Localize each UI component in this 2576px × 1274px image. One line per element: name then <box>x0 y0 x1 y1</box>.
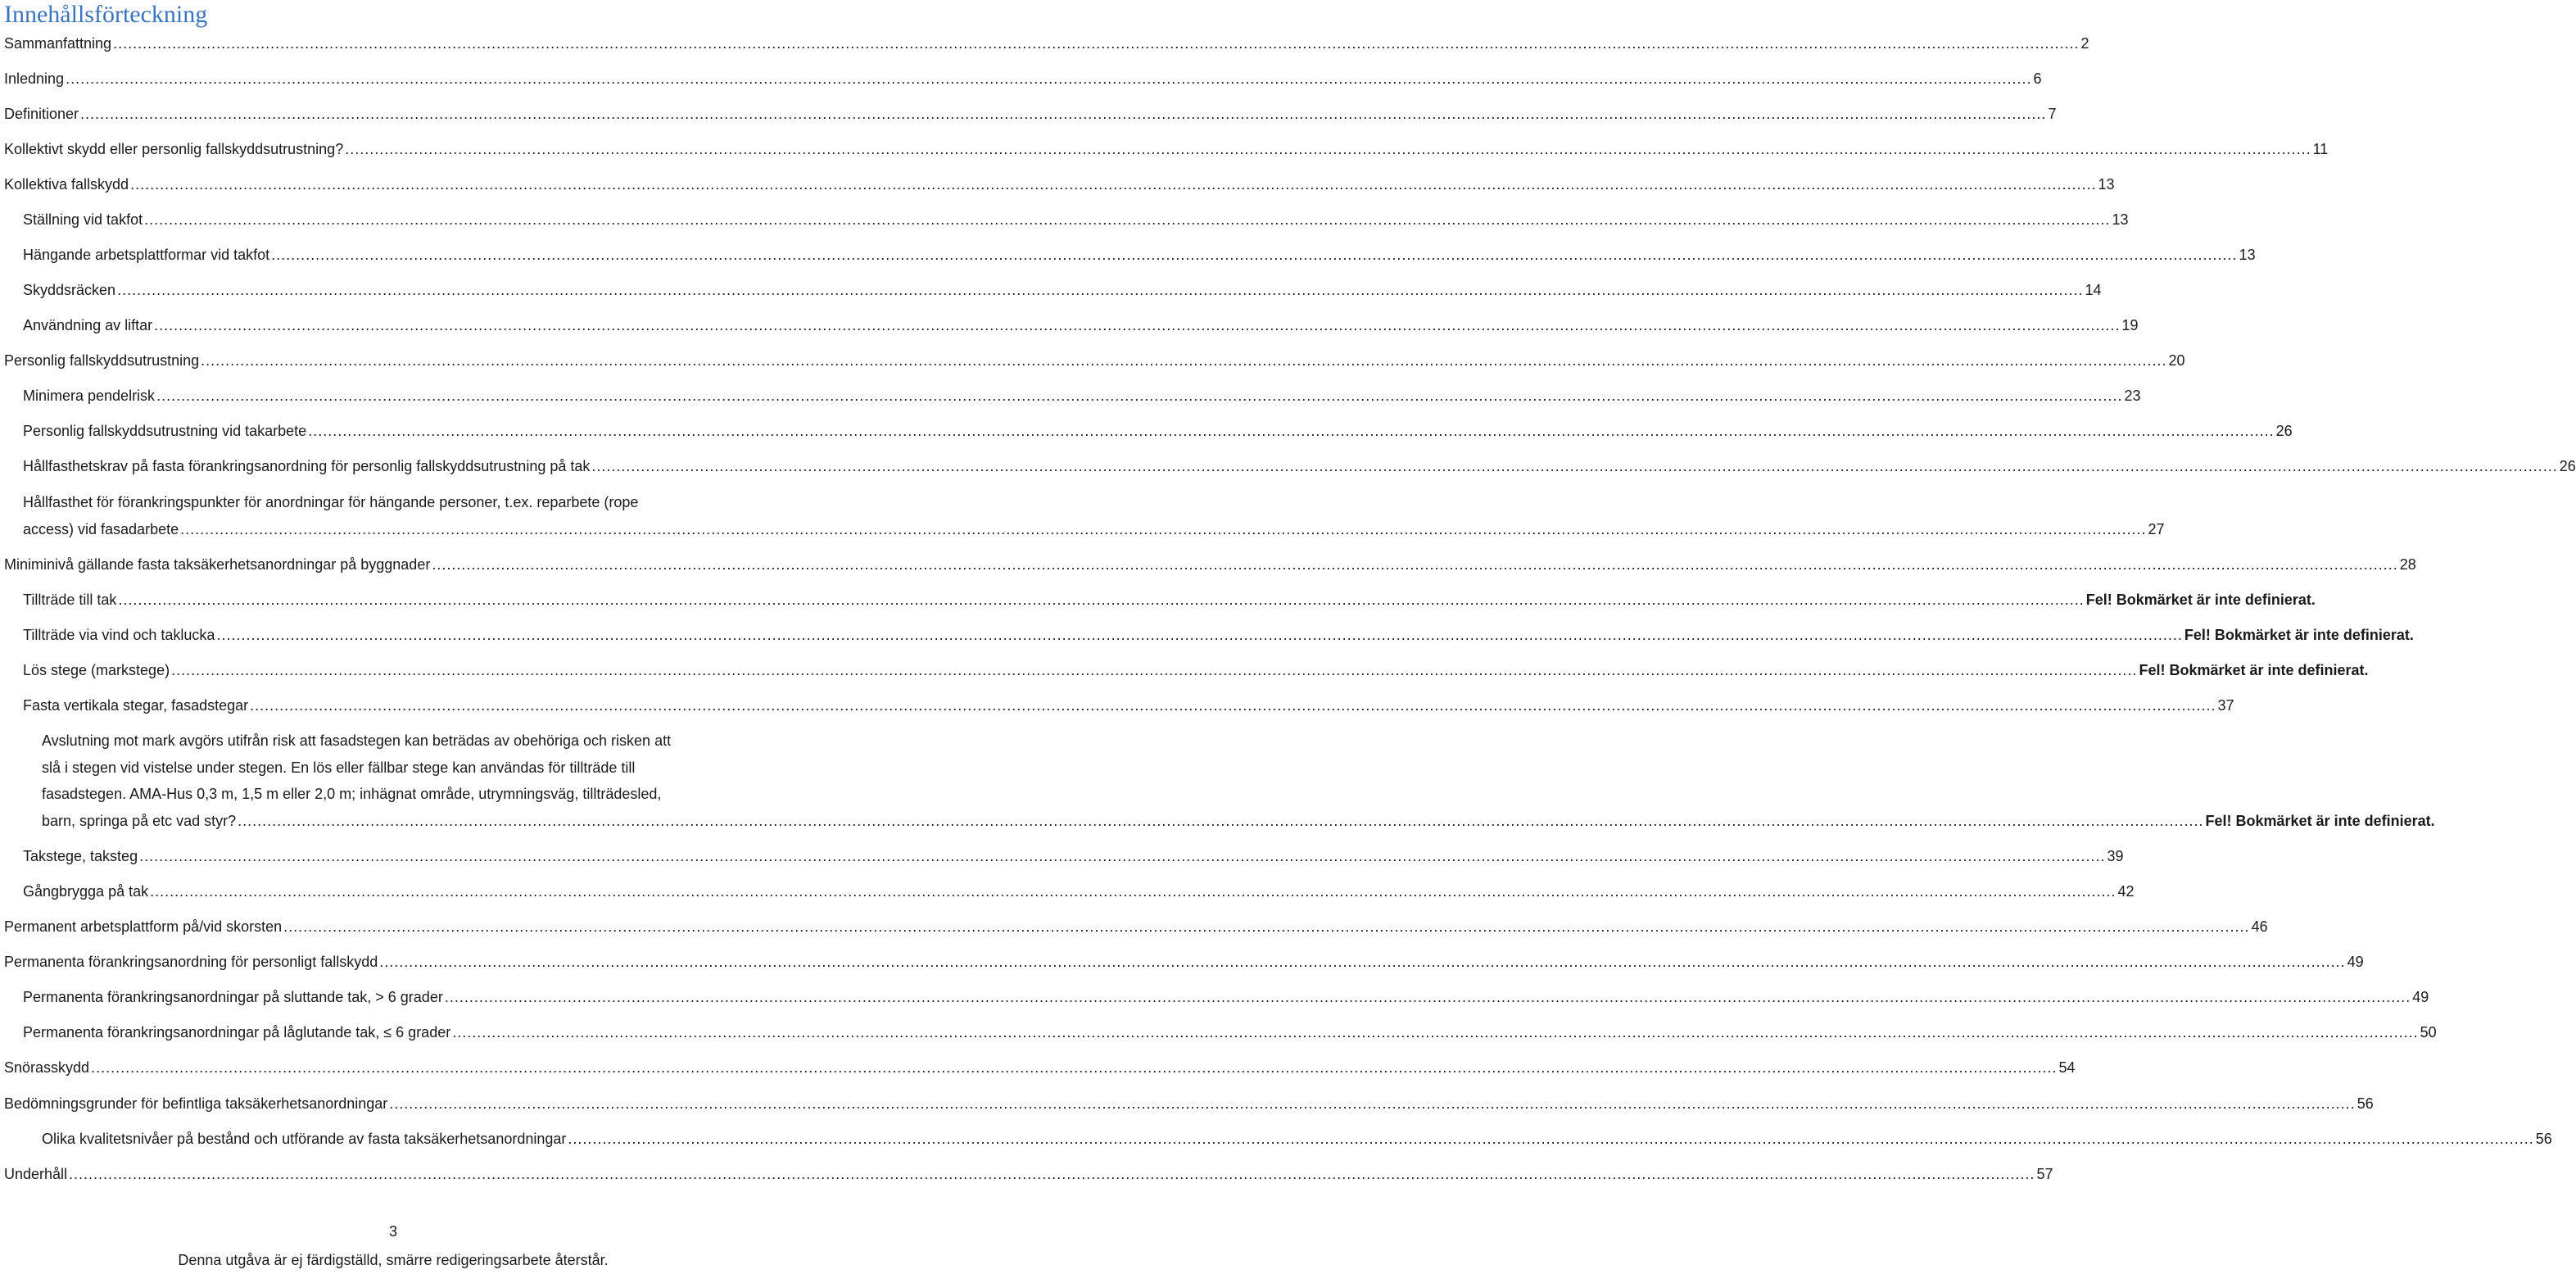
toc-entry-title: Personlig fallskyddsutrustning <box>4 352 200 369</box>
toc-entry-title: Tillträde till tak <box>23 592 117 608</box>
toc-entry[interactable] <box>23 696 2234 715</box>
toc-entry-title: Användning av liftar <box>23 317 153 333</box>
dot-leader: ................................................................................................................................................................................................................................................................................................................................................................................................................ <box>444 989 2411 1005</box>
toc-entry[interactable] <box>23 660 2369 680</box>
toc-entry-page: Fel! Bokmärket är inte definierat. <box>2139 662 2369 678</box>
toc-entry-title: Personlig fallskyddsutrustning vid takarbete <box>23 423 307 439</box>
toc-entry-title: Fasta vertikala stegar, fasadstegar <box>23 697 249 714</box>
toc-entry-title: Permanenta förankringsanordningar på låglutande tak, ≤ 6 grader <box>23 1024 451 1041</box>
toc-entry[interactable] <box>23 315 2139 335</box>
toc-entry[interactable] <box>23 456 2576 476</box>
toc-entry-page: 46 <box>2251 918 2268 935</box>
dot-leader: ................................................................................................................................................................................................................................................................................................................................................................................................................ <box>130 176 2097 193</box>
toc-entry-page: 20 <box>2168 352 2185 369</box>
toc-entry-title: Permanent arbetsplattform på/vid skorsten <box>4 918 283 935</box>
dot-leader: ................................................................................................................................................................................................................................................................................................................................................................................................................ <box>238 813 2204 829</box>
toc-entry-page: 49 <box>2412 989 2429 1005</box>
dot-leader: ................................................................................................................................................................................................................................................................................................................................................................................................................ <box>113 35 2080 52</box>
toc-entry-page: 13 <box>2239 247 2256 263</box>
toc-entry-title: Snörasskydd <box>4 1059 90 1076</box>
dot-leader: ................................................................................................................................................................................................................................................................................................................................................................................................................ <box>452 1024 2419 1041</box>
toc-entry-page: 13 <box>2112 211 2129 228</box>
toc-entry-page: 2 <box>2080 35 2089 52</box>
toc-entry-page: 39 <box>2107 848 2124 864</box>
toc-entry[interactable] <box>4 917 2268 936</box>
toc-entry-page: 26 <box>2275 423 2293 439</box>
dot-leader: ................................................................................................................................................................................................................................................................................................................................................................................................................ <box>91 1059 2058 1076</box>
toc-entry[interactable] <box>23 280 2102 300</box>
toc-entry[interactable] <box>23 846 2124 866</box>
dot-leader: ................................................................................................................................................................................................................................................................................................................................................................................................................ <box>250 697 2216 714</box>
toc-entry[interactable] <box>23 245 2256 265</box>
dot-leader: ................................................................................................................................................................................................................................................................................................................................................................................................................ <box>432 556 2398 573</box>
toc-entry-title: Sammanfattning <box>4 35 112 52</box>
toc-entry-title: Lös stege (markstege) <box>23 662 170 678</box>
toc-entry-title: Hållfasthetskrav på fasta förankringsanordning för personlig fallskyddsutrustning på tak <box>23 458 591 474</box>
toc-entry-page: 14 <box>2085 282 2102 298</box>
dot-leader: ................................................................................................................................................................................................................................................................................................................................................................................................................ <box>216 627 2183 643</box>
toc-entry[interactable] <box>4 69 2042 88</box>
toc-entry[interactable] <box>4 1164 2053 1184</box>
toc-entry[interactable] <box>23 882 2135 901</box>
toc-entry-page: 11 <box>2312 141 2329 157</box>
toc-entry-page: 56 <box>2356 1095 2374 1112</box>
page-number: 3 <box>388 1223 397 1240</box>
toc-entry[interactable] <box>23 625 2414 645</box>
toc-entry[interactable] <box>23 421 2293 441</box>
toc-entry[interactable] <box>23 590 2316 610</box>
toc-entry-title: Kollektiva fallskydd <box>4 176 129 193</box>
toc-entry-page: 54 <box>2058 1059 2076 1076</box>
toc-entry-title: Underhåll <box>4 1166 68 1182</box>
toc-entry-title: Ställning vid takfot <box>23 211 143 228</box>
dot-leader: ................................................................................................................................................................................................................................................................................................................................................................................................................ <box>156 388 2123 404</box>
toc-entry[interactable] <box>4 34 2089 53</box>
toc-entry-page: 19 <box>2121 317 2139 333</box>
toc-entry-page: 13 <box>2098 176 2115 193</box>
toc-entry-title: Permanenta förankringsanordning för personligt fallskydd <box>4 954 378 970</box>
toc-entry-line: Avslutning mot mark avgörs utifrån risk att fasadstegen kan beträdas av obehöriga och risken att <box>42 732 672 749</box>
toc-entry[interactable] <box>23 1022 2437 1042</box>
toc-entry[interactable] <box>23 210 2129 229</box>
toc-entry-title: Hängande arbetsplattformar vid takfot <box>23 247 270 263</box>
dot-leader: ................................................................................................................................................................................................................................................................................................................................................................................................................ <box>150 883 2116 900</box>
dot-leader: ................................................................................................................................................................................................................................................................................................................................................................................................................ <box>118 592 2085 608</box>
toc-entry-title: Tillträde via vind och taklucka <box>23 627 215 643</box>
dot-leader: ................................................................................................................................................................................................................................................................................................................................................................................................................ <box>283 918 2250 935</box>
dot-leader: ................................................................................................................................................................................................................................................................................................................................................................................................................ <box>591 458 2558 474</box>
toc-entry-page: 42 <box>2117 883 2135 900</box>
toc-entry-page: 27 <box>2148 521 2165 537</box>
dot-leader: ................................................................................................................................................................................................................................................................................................................................................................................................................ <box>379 954 2346 970</box>
dot-leader: ................................................................................................................................................................................................................................................................................................................................................................................................................ <box>144 211 2111 228</box>
toc-entry-page: 49 <box>2347 954 2364 970</box>
toc-entry-title: Miniminivå gällande fasta taksäkerhetsanordningar på byggnader <box>4 556 431 573</box>
toc-entry-title: Skyddsräcken <box>23 282 116 298</box>
toc-entry-page: Fel! Bokmärket är inte definierat. <box>2184 627 2414 643</box>
toc-entry[interactable] <box>4 175 2115 194</box>
toc-entry-title: Gångbrygga på tak <box>23 883 149 900</box>
toc-entry[interactable] <box>4 952 2364 972</box>
toc-entry-page: 7 <box>2048 106 2057 122</box>
footer-note: Denna utgåva är ej färdigställd, smärre redigeringsarbete återstår. <box>178 1252 609 1268</box>
dot-leader: ................................................................................................................................................................................................................................................................................................................................................................................................................ <box>66 70 2032 87</box>
toc-entry-page: 57 <box>2036 1166 2053 1182</box>
dot-leader: ................................................................................................................................................................................................................................................................................................................................................................................................................ <box>154 317 2121 333</box>
toc-entry-title: Inledning <box>4 70 65 87</box>
dot-leader: ................................................................................................................................................................................................................................................................................................................................................................................................................ <box>180 521 2147 537</box>
dot-leader: ................................................................................................................................................................................................................................................................................................................................................................................................................ <box>139 848 2106 864</box>
toc-entry-page: 50 <box>2420 1024 2437 1041</box>
toc-entry-title: barn, springa på etc vad styr? <box>42 813 237 829</box>
dot-leader: ................................................................................................................................................................................................................................................................................................................................................................................................................ <box>308 423 2275 439</box>
toc-entry-title: Bedömningsgrunder för befintliga taksäkerhetsanordningar <box>4 1095 388 1112</box>
toc-entry-title: Minimera pendelrisk <box>23 388 156 404</box>
dot-leader: ................................................................................................................................................................................................................................................................................................................................................................................................................ <box>117 282 2084 298</box>
toc-entry[interactable] <box>4 104 2057 124</box>
toc-entry-page: Fel! Bokmärket är inte definierat. <box>2085 592 2316 608</box>
toc-entry-page: 23 <box>2124 388 2141 404</box>
toc-entry-line: Hållfasthet för förankringspunkter för anordningar för hängande personer, t.ex. reparbete (rope <box>23 494 639 510</box>
dot-leader: ................................................................................................................................................................................................................................................................................................................................................................................................................ <box>69 1166 2035 1182</box>
toc-entry-page: 28 <box>2399 556 2416 573</box>
toc-entry[interactable] <box>23 987 2429 1007</box>
toc-entry-page: 56 <box>2535 1131 2552 1147</box>
toc-entry-title: access) vid fasadarbete <box>23 521 179 537</box>
toc-entry[interactable] <box>42 811 2435 831</box>
toc-entry[interactable] <box>42 1129 2552 1149</box>
toc-entry-line: fasadstegen. AMA-Hus 0,3 m, 1,5 m eller 2,0 m; inhägnat område, utrymningsväg, tillträdesled, <box>42 786 662 802</box>
toc-entry-page: 6 <box>2033 70 2042 87</box>
toc-entry[interactable] <box>4 1058 2076 1077</box>
dot-leader: ................................................................................................................................................................................................................................................................................................................................................................................................................ <box>80 106 2047 122</box>
toc-entry-page: 26 <box>2559 458 2576 474</box>
dot-leader: ................................................................................................................................................................................................................................................................................................................................................................................................................ <box>271 247 2238 263</box>
toc-entry-page: Fel! Bokmärket är inte definierat. <box>2205 813 2435 829</box>
toc-entry-page: 37 <box>2217 697 2234 714</box>
toc-entry-title: Olika kvalitetsnivåer på bestånd och utförande av fasta taksäkerhetsanordningar <box>42 1131 567 1147</box>
dot-leader: ................................................................................................................................................................................................................................................................................................................................................................................................................ <box>345 141 2311 157</box>
toc-entry[interactable] <box>4 139 2329 159</box>
dot-leader: ................................................................................................................................................................................................................................................................................................................................................................................................................ <box>568 1131 2534 1147</box>
toc-entry-line: slå i stegen vid vistelse under stegen. En lös eller fällbar stege kan användas för tillträde till <box>42 759 636 776</box>
toc-entry-title: Takstege, taksteg <box>23 848 138 864</box>
dot-leader: ................................................................................................................................................................................................................................................................................................................................................................................................................ <box>201 352 2167 369</box>
dot-leader: ................................................................................................................................................................................................................................................................................................................................................................................................................ <box>171 662 2138 678</box>
toc-entry-title: Permanenta förankringsanordningar på sluttande tak, > 6 grader <box>23 989 443 1005</box>
toc-entry[interactable] <box>23 386 2141 406</box>
page-title: Innehållsförteckning <box>4 1 208 28</box>
dot-leader: ................................................................................................................................................................................................................................................................................................................................................................................................................ <box>389 1095 2356 1112</box>
toc-entry[interactable] <box>4 1094 2374 1113</box>
toc-entry[interactable] <box>23 519 2165 539</box>
toc-entry[interactable] <box>4 351 2185 370</box>
toc-entry[interactable] <box>4 555 2416 574</box>
toc-entry-title: Kollektivt skydd eller personlig fallskyddsutrustning? <box>4 141 344 157</box>
toc-entry-title: Definitioner <box>4 106 79 122</box>
